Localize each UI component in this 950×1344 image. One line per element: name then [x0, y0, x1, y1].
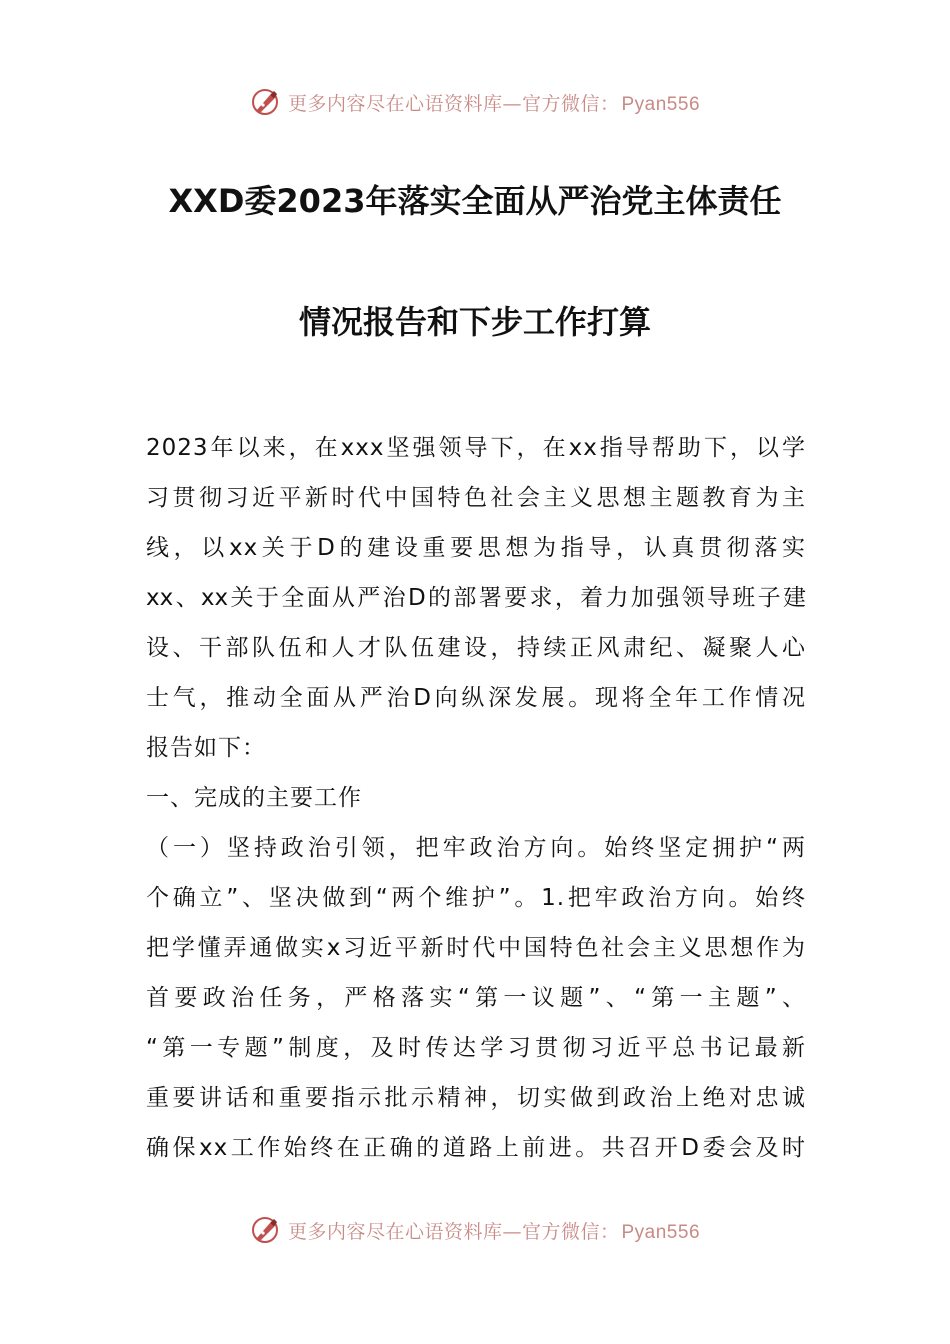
wechat-id: Pyan556 [621, 1221, 701, 1243]
body-line-9: （一）坚持政治引领，把牢政治方向。始终坚定拥护“两 [146, 835, 806, 861]
body-line-2: 习贯彻习近平新时代中国特色社会主义思想主题教育为主 [146, 485, 806, 511]
body-line-14: 重要讲话和重要指示批示精神，切实做到政治上绝对忠诚 [146, 1085, 806, 1111]
pen-nib-logo-icon [250, 1215, 280, 1245]
body-line-5: 设、干部队伍和人才队伍建设，持续正风肃纪、凝聚人心 [146, 635, 806, 661]
document-title-line-2: 情况报告和下步工作打算 [298, 303, 651, 341]
body-line-3: 线，以xx关于D的建设重要思想为指导，认真贯彻落实 [146, 535, 806, 561]
body-line-10: 个确立”、坚决做到“两个维护”。1.把牢政治方向。始终 [146, 885, 806, 911]
body-line-15: 确保xx工作始终在正确的道路上前进。共召开D委会及时 [146, 1135, 806, 1161]
body-line-1: 2023年以来，在xxx坚强领导下，在xx指导帮助下，以学 [146, 435, 806, 461]
body-line-13: “第一专题”制度，及时传达学习贯彻习近平总书记最新 [146, 1035, 806, 1061]
header-watermark [0, 82, 950, 122]
document-title-line-1: XXD委2023年落实全面从严治党主体责任 [168, 182, 782, 220]
footer-watermark [0, 1210, 950, 1250]
section-heading: 一、完成的主要工作 [146, 785, 362, 811]
pen-nib-logo-icon [250, 87, 280, 117]
body-line-4: xx、xx关于全面从严治D的部署要求，着力加强领导班子建 [146, 585, 806, 611]
body-line-11: 把学懂弄通做实x习近平新时代中国特色社会主义思想作为 [146, 935, 806, 961]
watermark-text: 更多内容尽在心语资料库—官方微信： Pyan556 [287, 1220, 701, 1243]
wechat-id: Pyan556 [621, 93, 701, 115]
body-line-12: 首要政治任务，严格落实“第一议题”、“第一主题”、 [146, 985, 806, 1011]
body-line-6: 士气，推动全面从严治D向纵深发展。现将全年工作情况 [146, 685, 806, 711]
body-line-7: 报告如下： [146, 735, 266, 761]
watermark-text: 更多内容尽在心语资料库—官方微信： Pyan556 [287, 92, 701, 115]
